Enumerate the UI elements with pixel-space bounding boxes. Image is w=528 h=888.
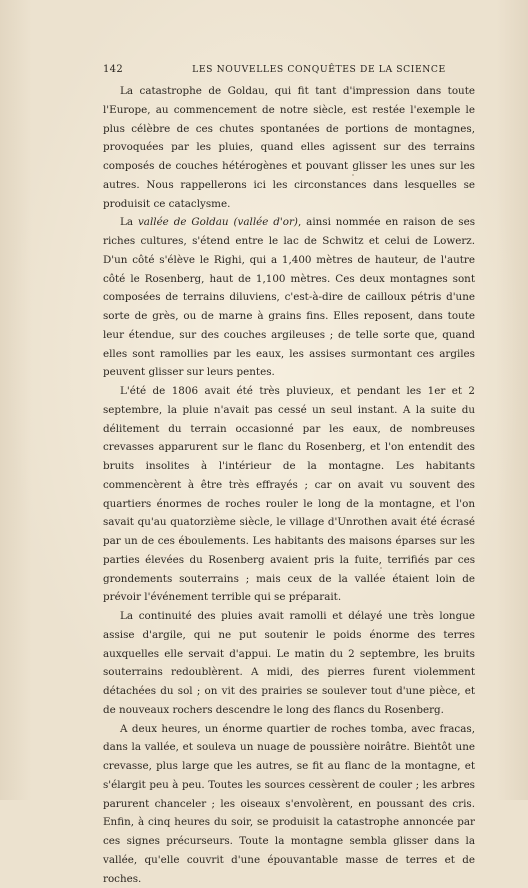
paragraph-goldau-intro: La catastrophe de Goldau, qui fit tant d'impression dans toute l'Europe, au commencement de notre siècle, est restée l'exemple le plus célèbre de ces chutes spontanées de portions de montagnes, provoquées par les pluies, quand elles agissent sur des terrains composés de couches hétérogènes et pouvant glisser les unes sur les autres. Nous rappellerons ici les circonstances dans lesquelles se produisit ce cataclysme. (103, 82, 475, 213)
paragraph-landslide: A deux heures, un énorme quartier de roches tomba, avec fracas, dans la vallée, et souleva un nuage de poussière noirâtre. Bientôt une crevasse, plus large que les autres, se fit au flanc de la montagne, et s'élargit peu à peu. Toutes les sources cessèrent de couler ; les arbres parurent chanceler ; les oiseaux s'envolèrent, en poussant des cris. Enfin, à cinq heures du soir, se produisit la catastrophe annoncée par ces signes précurseurs. Toute la montagne sembla glisser dans la vallée, qu'elle couvrit d'une épouvantable masse de terres et de roches. (103, 720, 475, 888)
paper-speck (352, 174, 354, 176)
running-title: LES NOUVELLES CONQUÊTES DE LA SCIENCE (163, 64, 475, 75)
body-text (103, 82, 475, 888)
page-header (103, 64, 475, 78)
paragraph-continuation: , ainsi nommée en raison de ses riches cultures, s'étend entre le lac de Schwitz et celui de Lowerz. D'un côté s'élève le Righi, qui a 1,400 mètres de hauteur, de l'autre côté le Rosenberg, haut de 1,100 mètres. Ces deux montagnes sont composées de terrains diluviens, c'est-à-dire de cailloux pétris d'une sorte de grès, ou de marne à grains fins. Elles reposent, dans toute leur étendue, sur des couches argileuses ; de telle sorte que, quand elles sont ramollies par les eaux, les assises surmontant ces argiles peuvent glisser sur leurs pentes. (103, 216, 475, 378)
italic-place-name: vallée de Goldau (vallée d'or) (138, 216, 298, 228)
paper-speck (380, 567, 382, 569)
paragraph-rain-continuity: La continuité des pluies avait ramolli et délayé une très longue assise d'argile, qui ne put soutenir le poids énorme des terres auxquelles elle servait d'appui. Le matin du 2 septembre, les bruits souterrains redoublèrent. A midi, des pierres furent violemment détachées du sol ; on vit des prairies se soulever tout d'une pièce, et de nouveaux rochers descendre le long des flancs du Rosenberg. (103, 607, 475, 720)
paragraph-valley-description (103, 213, 475, 382)
paper-speck (431, 742, 433, 744)
paragraph-summer-1806: L'été de 1806 avait été très pluvieux, et pendant les 1er et 2 septembre, la pluie n'avait pas cessé un seul instant. A la suite du délitement du terrain occasionné par les eaux, de nombreuses crevasses apparurent sur le flanc du Rosenberg, et l'on entendit des bruits insolites à l'intérieur de la montagne. Les habitants commencèrent à être très effrayés ; car on avait vu souvent des quartiers énormes de roches rouler le long de la montagne, et l'on savait qu'au quatorzième siècle, le village d'Unrothen avait été écrasé par un de ces éboulements. Les habitants des maisons éparses sur les parties élevées du Rosenberg avaient pris la fuite, terrifiés par ces grondements souterrains ; mais ceux de la vallée étaient loin de prévoir l'événement terrible qui se préparait. (103, 382, 475, 607)
paragraph-lead-in: La (120, 216, 138, 228)
page-number: 142 (103, 64, 123, 75)
